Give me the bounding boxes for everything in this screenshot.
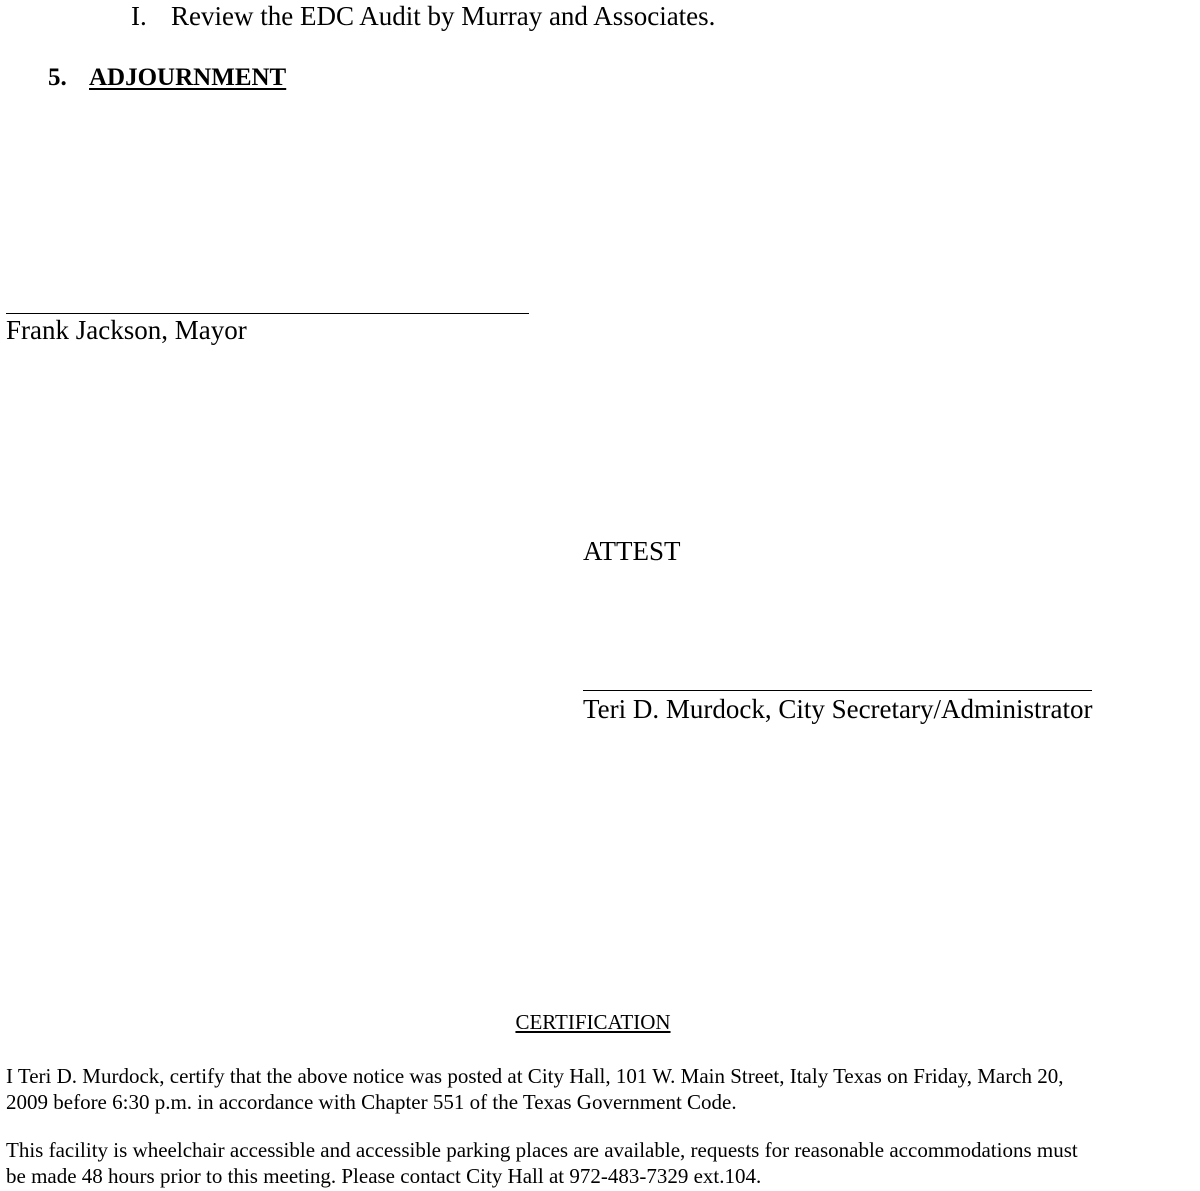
agenda-item: [131, 0, 715, 32]
section-title: ADJOURNMENT: [89, 64, 287, 91]
secretary-name: Teri D. Murdock, City Secretary/Administrator: [583, 694, 1093, 724]
certification-line-1: I Teri D. Murdock, certify that the above notice was posted at City Hall, 101 W. Main Street, Italy Texas on Friday, March 20,: [6, 1064, 1064, 1088]
agenda-item-text: Review the EDC Audit by Murray and Associates.: [171, 1, 716, 31]
secretary-signature-line: [583, 690, 1092, 691]
section-heading: [48, 62, 286, 94]
mayor-name: Frank Jackson, Mayor: [6, 315, 247, 345]
certification-heading-text: CERTIFICATION: [515, 1010, 671, 1034]
certification-line-2: 2009 before 6:30 p.m. in accordance with Chapter 551 of the Texas Government Code.: [6, 1090, 737, 1114]
certification-heading: [0, 1009, 1186, 1035]
accessibility-paragraph: [6, 1137, 1192, 1189]
accessibility-line-2: be made 48 hours prior to this meeting. Please contact City Hall at 972-483-7329 ext.104.: [6, 1164, 762, 1188]
section-number: 5.: [48, 64, 67, 91]
certification-paragraph: [6, 1063, 1192, 1115]
agenda-item-number: I.: [131, 1, 147, 31]
attest-label: ATTEST: [583, 536, 681, 566]
accessibility-line-1: This facility is wheelchair accessible and accessible parking places are available, requests for reasonable accommodations must: [6, 1138, 1078, 1162]
